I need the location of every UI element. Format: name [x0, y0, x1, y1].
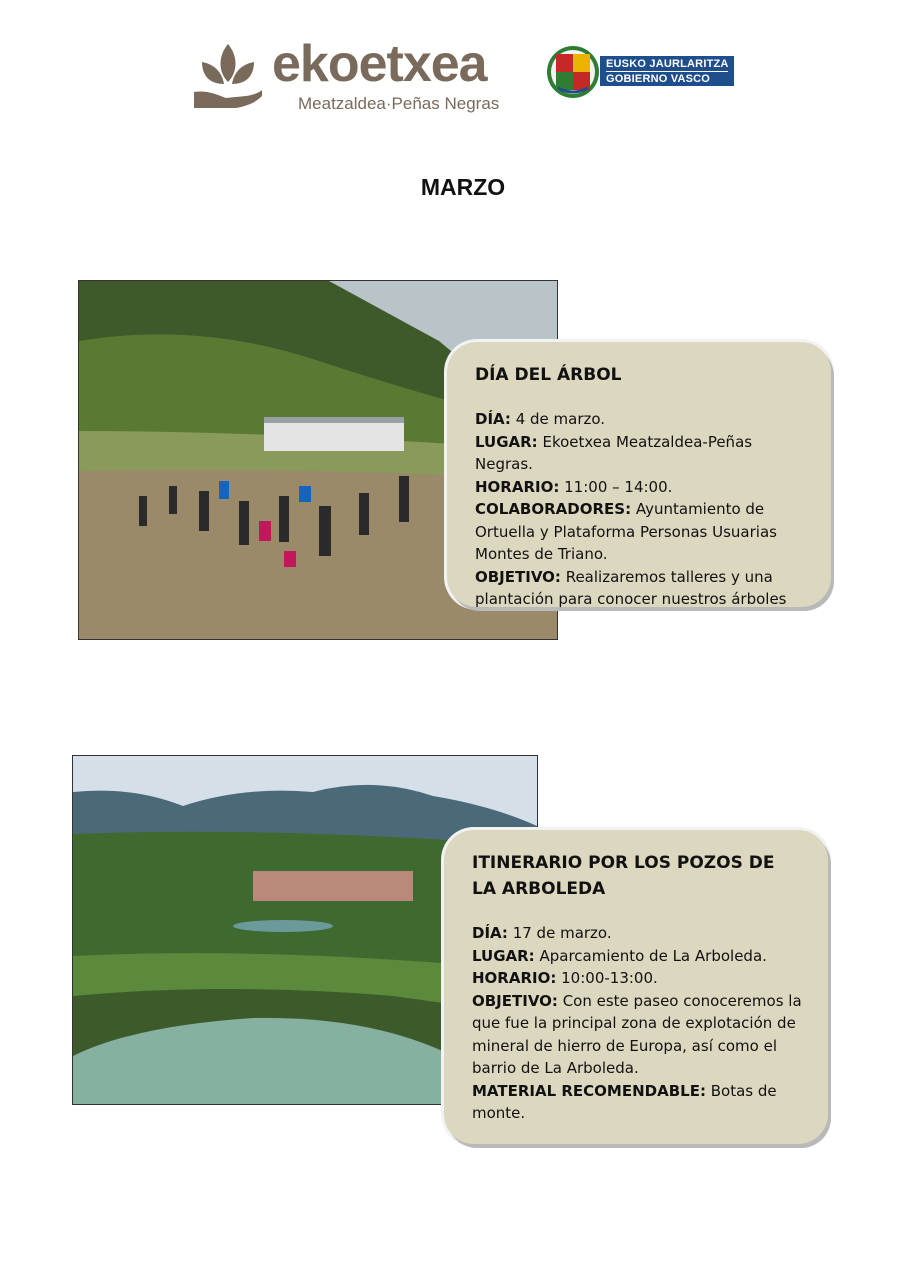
gov-line1: EUSKO JAURLARITZA — [606, 58, 729, 70]
gov-name-bar — [600, 56, 734, 86]
event-card-itinerario — [444, 830, 828, 1144]
gobierno-vasco-logo — [546, 44, 738, 102]
leaves-hand-icon — [192, 40, 264, 114]
event-place: LUGAR: Aparcamiento de La Arboleda. — [472, 946, 767, 965]
event-schedule: HORARIO: 10:00-13:00. — [472, 969, 658, 987]
event-title: ITINERARIO POR LOS POZOS DE LA ARBOLEDA — [472, 853, 775, 899]
event-day: DÍA: 17 de marzo. — [472, 924, 612, 942]
event-objective: OBJETIVO: Con este paseo conoceremos la que fue la principal zona de explotación de mineral de hierro de Europa, así como el barrio de La Arboleda. — [472, 991, 802, 1077]
event-material: MATERIAL RECOMENDABLE: Botas de monte. — [472, 1081, 777, 1122]
event-card-dia-del-arbol — [447, 342, 831, 607]
brand-subtitle: Meatzaldea·Peñas Negras — [298, 94, 500, 113]
coat-of-arms-icon — [546, 44, 600, 100]
page-title: MARZO — [420, 174, 506, 200]
gov-line2: GOBIERNO VASCO — [606, 71, 728, 86]
event-place: LUGAR: Ekoetxea Meatzaldea-Peñas Negras. — [475, 432, 753, 473]
event-title: DÍA DEL ÁRBOL — [475, 365, 622, 385]
ekoetxea-logo — [192, 35, 512, 120]
event-objective: OBJETIVO: Realizaremos talleres y una plantación para conocer nuestros árboles — [475, 567, 787, 608]
event-schedule: HORARIO: 11:00 – 14:00. — [475, 477, 673, 496]
event-day: DÍA: 4 de marzo. — [475, 410, 606, 428]
brand-name: ekoetxea — [272, 35, 487, 93]
event-collaborators: COLABORADORES: Ayuntamiento de Ortuella y Plataforma Personas Usuarias Montes de Triano. — [475, 500, 777, 563]
